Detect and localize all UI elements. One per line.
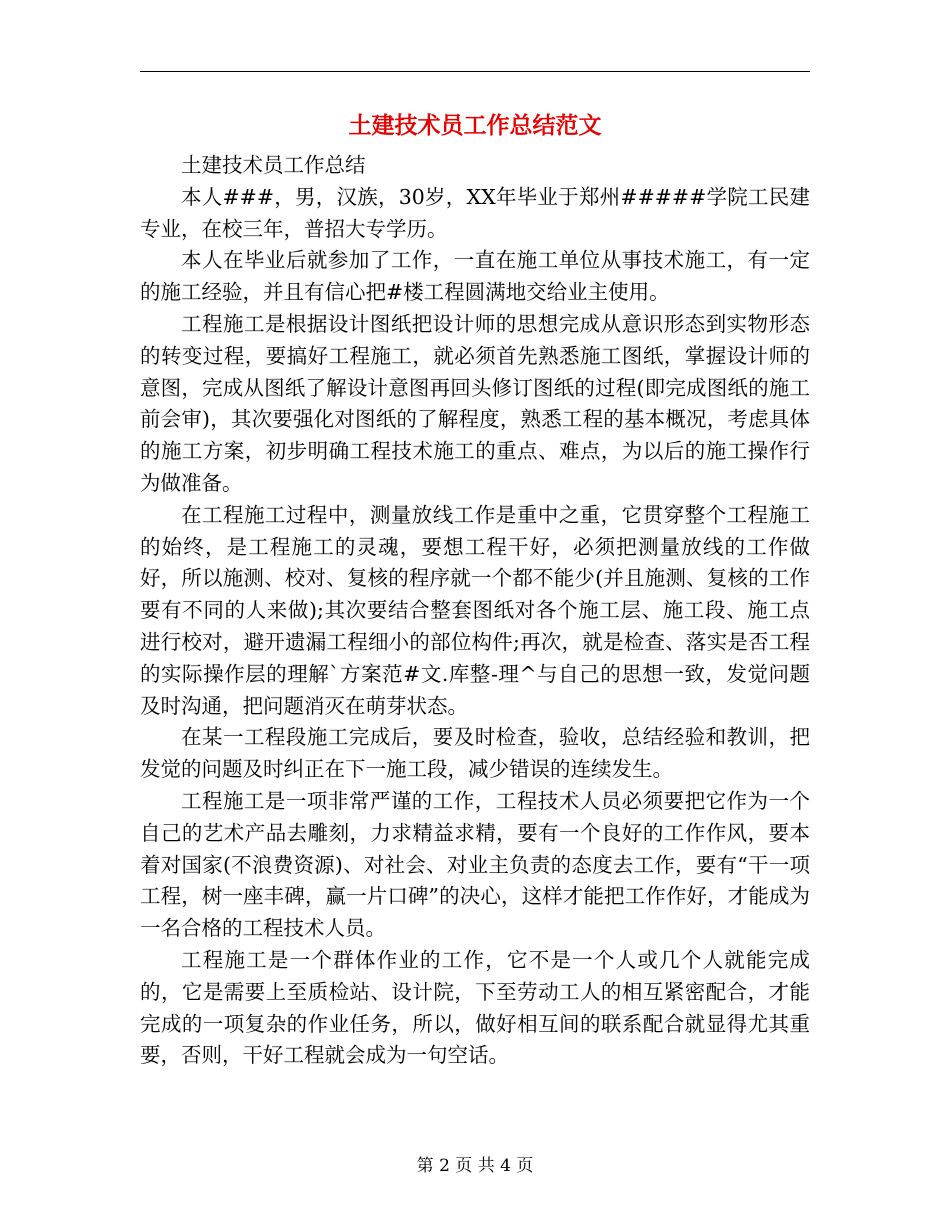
document-title: 土建技术员工作总结范文	[348, 112, 602, 139]
page-number: 第 2 页 共 4 页	[416, 1156, 534, 1176]
paragraph-1: 本人###，男，汉族，30岁，XX年毕业于郑州#####学院工民建专业，在校三年，普招大专学历。	[140, 184, 810, 241]
section-heading: 土建技术员工作总结	[181, 153, 366, 177]
paragraph-5: 在某一工程段施工完成后，要及时检查，验收，总结经验和教训，把发觉的问题及时纠正在下一施工段，减少错误的连续发生。	[140, 725, 810, 782]
document-body	[140, 150, 810, 1072]
paragraph-2: 本人在毕业后就参加了工作，一直在施工单位从事技术施工，有一定的施工经验，并且有信心把#楼工程圆满地交给业主使用。	[140, 248, 810, 305]
paragraph-7: 工程施工是一个群体作业的工作，它不是一个人或几个人就能完成的，它是需要上至质检站、设计院，下至劳动工人的相互紧密配合，才能完成的一项复杂的作业任务，所以，做好相互间的联系配合就显得尤其重要，否则，干好工程就会成为一句空话。	[140, 947, 810, 1068]
paragraph-6: 工程施工是一项非常严谨的工作，工程技术人员必须要把它作为一个自己的艺术产品去雕刻，力求精益求精，要有一个良好的工作作风，要本着对国家(不浪费资源)、对社会、对业主负责的态度去工作，要有“干一项工程，树一座丰碑，赢一片口碑”的决心，这样才能把工作作好，才能成为一名合格的工程技术人员。	[140, 788, 810, 941]
paragraph-4: 在工程施工过程中，测量放线工作是重中之重，它贯穿整个工程施工的始终，是工程施工的灵魂，要想工程干好，必须把测量放线的工作做好，所以施测、校对、复核的程序就一个都不能少(并且施测、复核的工作要有不同的人来做);其次要结合整套图纸对各个施工层、施工段、施工点进行校对，避开遗漏工程细小的部位构件;再次，就是检查、落实是否工程的实际操作层的理解`方案范#文.库整-理^与自己的思想一致，发觉问题及时沟通，把问题消灭在萌芽状态。	[140, 502, 810, 718]
header-rule	[140, 71, 810, 72]
paragraph-3: 工程施工是根据设计图纸把设计师的思想完成从意识形态到实物形态的转变过程，要搞好工程施工，就必须首先熟悉施工图纸，掌握设计师的意图，完成从图纸了解设计意图再回头修订图纸的过程(即完成图纸的施工前会审)，其次要强化对图纸的了解程度，熟悉工程的基本概况，考虑具体的施工方案，初步明确工程技术施工的重点、难点，为以后的施工操作行为做准备。	[140, 311, 810, 495]
